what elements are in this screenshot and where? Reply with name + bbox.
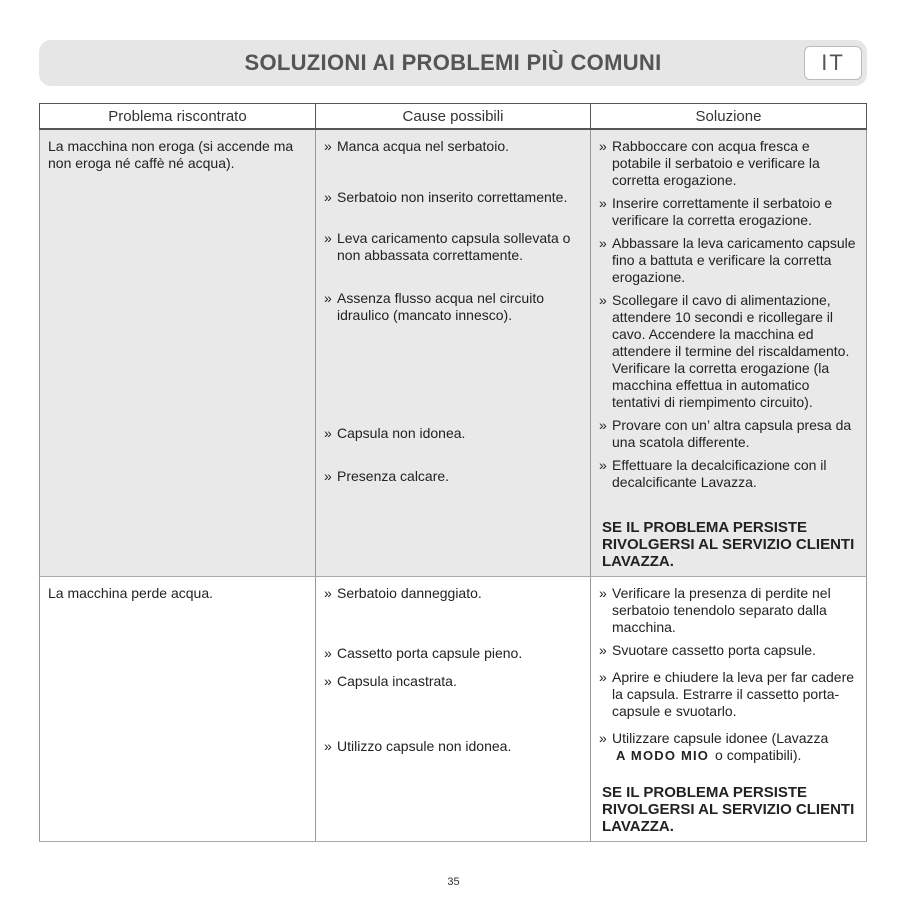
solutions-cell [591, 577, 867, 842]
page-title: SOLUZIONI AI PROBLEMI PIÙ COMUNI [244, 50, 662, 75]
table-row [40, 577, 867, 842]
column-header-causes: Cause possibili [316, 104, 591, 130]
cause-item: » Presenza calcare. [324, 468, 582, 485]
solution-item: » Aprire e chiudere la leva per far cadere la capsula. Estrarre il cassetto porta-capsule e svuotarlo. [599, 669, 858, 720]
column-header-solution: Soluzione [591, 104, 867, 130]
cause-item: » Cassetto porta capsule pieno. [324, 645, 582, 673]
cause-item: » Serbatoio danneggiato. [324, 585, 582, 645]
column-header-problem: Problema riscontrato [40, 104, 316, 130]
cause-item: » Assenza flusso acqua nel circuito idraulico (mancato innesco). [324, 290, 582, 425]
problem-cell: La macchina non eroga (si accende ma non eroga né caffè né acqua). [40, 129, 316, 577]
support-warning: SE IL PROBLEMA PERSISTE RIVOLGERSI AL SERVIZIO CLIENTI LAVAZZA. [602, 519, 855, 570]
cause-item: » Capsula non idonea. [324, 425, 582, 468]
solutions-cell [591, 129, 867, 577]
troubleshooting-table [39, 103, 867, 842]
table-header-row [40, 104, 867, 130]
solution-item: » Provare con un’ altra capsula presa da una scatola differente. [599, 417, 858, 451]
page-header [39, 40, 867, 86]
problem-cell: La macchina perde acqua. [40, 577, 316, 842]
cause-item: » Manca acqua nel serbatoio. [324, 138, 582, 189]
solution-text: Utilizzare capsule idonee (Lavazza [612, 730, 829, 746]
cause-item: » Serbatoio non inserito correttamente. [324, 189, 582, 230]
solutions-list [599, 138, 858, 491]
solution-item: » Abbassare la leva caricamento capsule fino a battuta e verificare la corretta erogazione. [599, 235, 858, 286]
solution-text: o compatibili). [715, 747, 802, 763]
causes-cell [316, 577, 591, 842]
solution-item: » Inserire correttamente il serbatoio e verificare la corretta erogazione. [599, 195, 858, 229]
causes-list [324, 138, 582, 485]
causes-list [324, 585, 582, 755]
page-number: 35 [447, 876, 460, 888]
solution-item [599, 730, 858, 764]
solutions-list [599, 585, 858, 764]
a-modo-mio-logo: A MODO MIO [616, 748, 710, 763]
solution-item: » Verificare la presenza di perdite nel serbatoio tenendolo separato dalla macchina. [599, 585, 858, 636]
solution-item: » Scollegare il cavo di alimentazione, attendere 10 secondi e ricollegare il cavo. Accendere la macchina ed attendere il termine del riscaldamento. Verificare la corretta erogazione (la macchina effettua in automatico tentativi di riempimento circuito). [599, 292, 858, 411]
causes-cell [316, 129, 591, 577]
language-badge: IT [804, 46, 862, 80]
cause-item: » Leva caricamento capsula sollevata o non abbassata correttamente. [324, 230, 582, 290]
solution-item: » Rabboccare con acqua fresca e potabile il serbatoio e verificare la corretta erogazione. [599, 138, 858, 189]
solution-item: » Svuotare cassetto porta capsule. [599, 642, 858, 659]
table-row [40, 129, 867, 577]
cause-item: » Utilizzo capsule non idonea. [324, 738, 582, 755]
solution-item: » Effettuare la decalcificazione con il decalcificante Lavazza. [599, 457, 858, 491]
support-warning: SE IL PROBLEMA PERSISTE RIVOLGERSI AL SERVIZIO CLIENTI LAVAZZA. [602, 784, 855, 835]
cause-item: » Capsula incastrata. [324, 673, 582, 738]
